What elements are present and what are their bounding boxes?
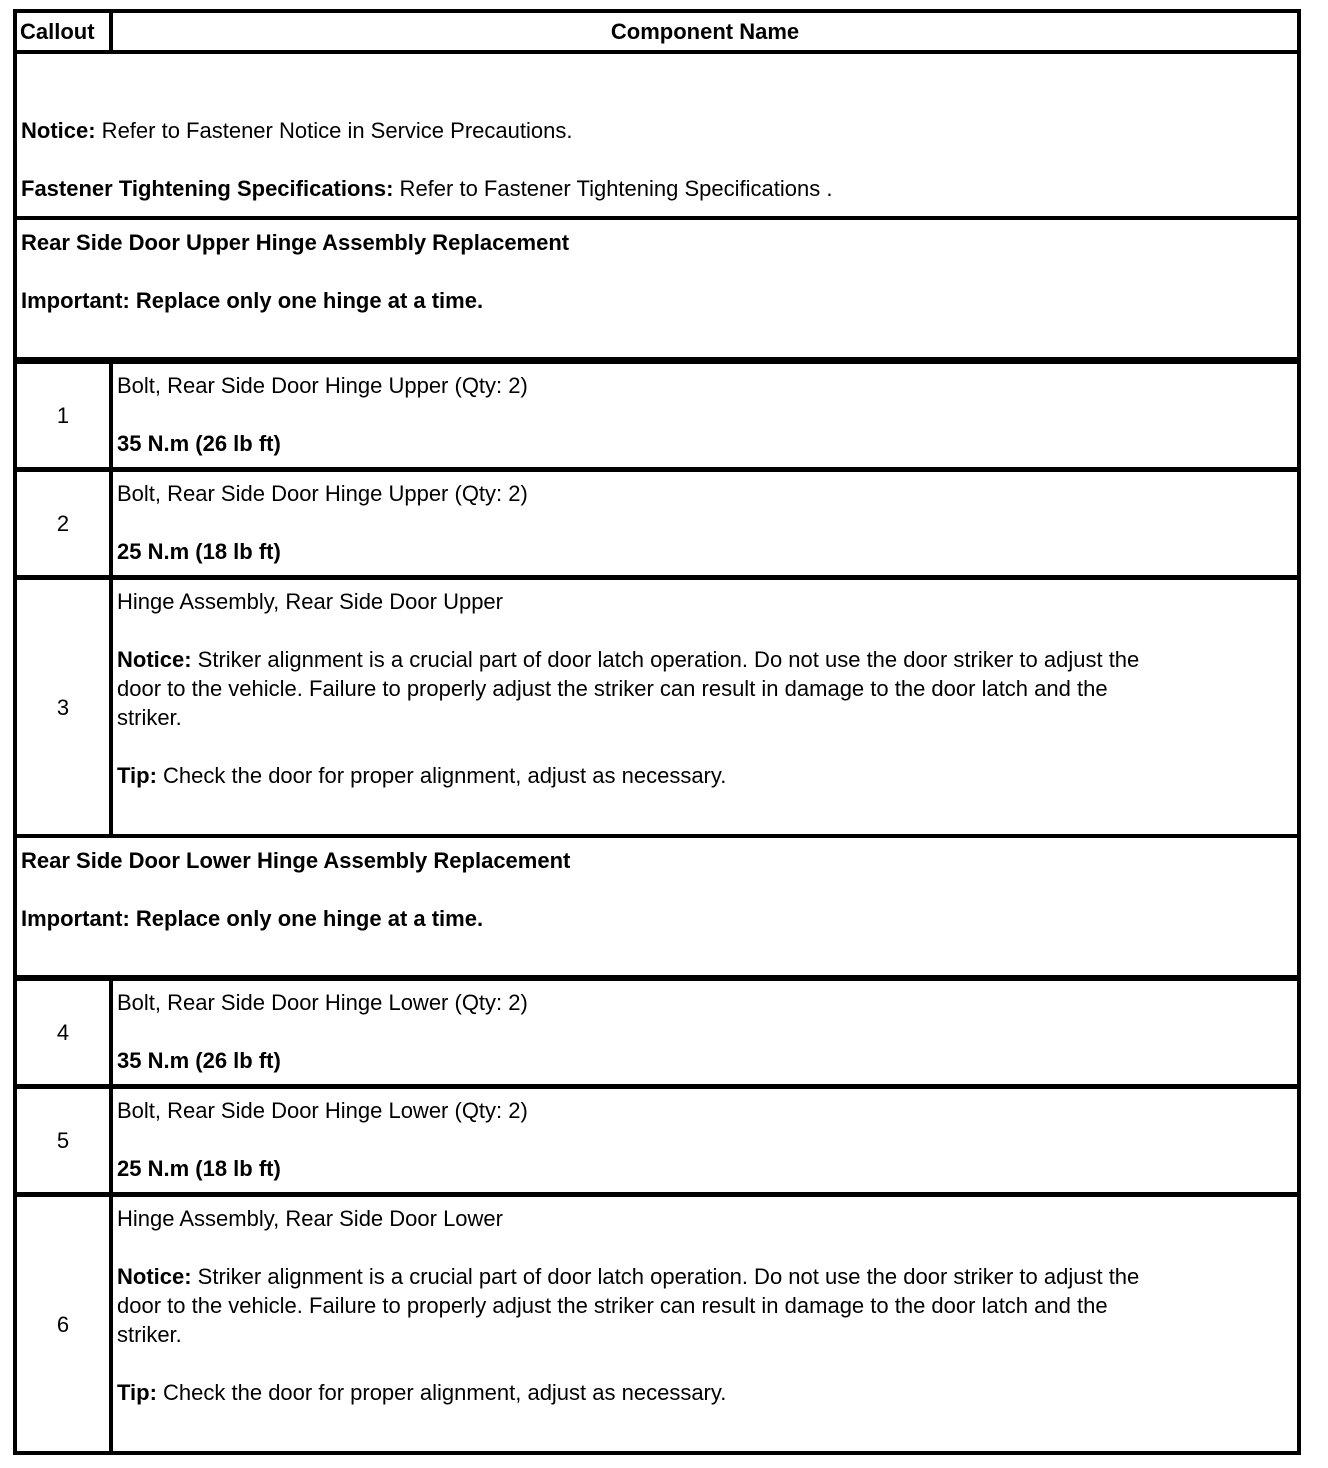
table-row — [13, 360, 1301, 471]
section-title-cell — [17, 838, 1297, 975]
important-note: Important: Replace only one hinge at a time. — [21, 288, 484, 313]
torque-spec: 25 N.m (18 lb ft) — [117, 539, 281, 564]
table-row — [13, 1085, 1301, 1196]
section-title-cell — [17, 220, 1297, 357]
striker-notice-line: striker. — [117, 705, 182, 730]
striker-notice-line: door to the vehicle. Failure to properly adjust the striker can result in damage to the door latch and the — [117, 1293, 1108, 1318]
striker-notice-line: Notice: Striker alignment is a crucial part of door latch operation. Do not use the door striker to adjust the — [117, 647, 1140, 672]
table-row — [13, 468, 1301, 579]
striker-notice-line: striker. — [117, 1322, 182, 1347]
section-title: Rear Side Door Lower Hinge Assembly Replacement — [21, 848, 571, 873]
callout-column-header: Callout — [17, 13, 113, 50]
fastener-specifications: Fastener Tightening Specifications: Refer to Fastener Tightening Specifications . — [21, 176, 833, 201]
component-name-cell — [113, 364, 1297, 467]
component-name: Bolt, Rear Side Door Hinge Upper (Qty: 2) — [117, 373, 528, 398]
callout-number: 5 — [17, 1089, 113, 1192]
component-name: Hinge Assembly, Rear Side Door Upper — [117, 589, 503, 614]
component-name: Bolt, Rear Side Door Hinge Lower (Qty: 2) — [117, 990, 528, 1015]
fastener-notice: Notice: Refer to Fastener Notice in Service Precautions. — [21, 118, 573, 143]
torque-spec: 35 N.m (26 lb ft) — [117, 431, 281, 456]
section-title-row — [13, 834, 1301, 979]
callout-number: 1 — [17, 364, 113, 467]
table-row — [13, 576, 1301, 838]
section-title-row — [13, 216, 1301, 361]
table-header-row — [13, 9, 1301, 54]
component-name-cell — [113, 981, 1297, 1084]
striker-notice-line: door to the vehicle. Failure to properly adjust the striker can result in damage to the door latch and the — [117, 676, 1108, 701]
component-name-column-header: Component Name — [610, 19, 800, 44]
callout-number: 4 — [17, 981, 113, 1084]
section-title: Rear Side Door Upper Hinge Assembly Replacement — [21, 230, 570, 255]
intro-notice-cell — [17, 54, 1297, 216]
striker-notice-line: Notice: Striker alignment is a crucial part of door latch operation. Do not use the door striker to adjust the — [117, 1264, 1140, 1289]
torque-spec: 35 N.m (26 lb ft) — [117, 1048, 281, 1073]
component-name-cell — [113, 472, 1297, 575]
component-name: Bolt, Rear Side Door Hinge Lower (Qty: 2) — [117, 1098, 528, 1123]
callout-number: 6 — [17, 1197, 113, 1451]
component-name-cell — [113, 1089, 1297, 1192]
component-name: Bolt, Rear Side Door Hinge Upper (Qty: 2) — [117, 481, 528, 506]
alignment-tip: Tip: Check the door for proper alignment, adjust as necessary. — [117, 1380, 727, 1405]
component-name: Hinge Assembly, Rear Side Door Lower — [117, 1206, 503, 1231]
component-name-cell — [113, 1197, 1297, 1451]
table-row — [13, 977, 1301, 1088]
important-note: Important: Replace only one hinge at a time. — [21, 906, 484, 931]
callout-number: 2 — [17, 472, 113, 575]
table-row — [13, 1193, 1301, 1455]
intro-notice-row — [13, 50, 1301, 220]
component-name-cell — [113, 580, 1297, 834]
torque-spec: 25 N.m (18 lb ft) — [117, 1156, 281, 1181]
callout-number: 3 — [17, 580, 113, 834]
alignment-tip: Tip: Check the door for proper alignment, adjust as necessary. — [117, 763, 727, 788]
